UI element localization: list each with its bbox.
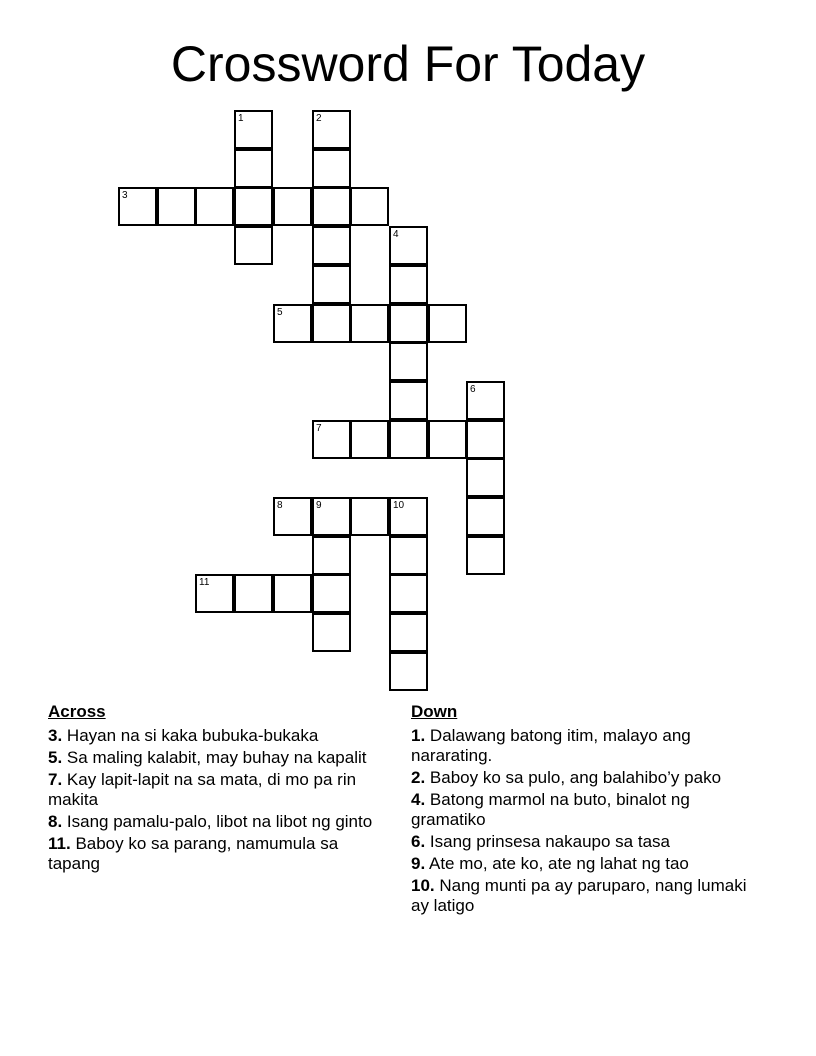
- across-clue: [48, 748, 393, 768]
- grid-cell[interactable]: [234, 226, 273, 265]
- clue-number: 7.: [48, 770, 63, 789]
- grid-cell[interactable]: [389, 265, 428, 304]
- cell-number: 3: [122, 190, 128, 201]
- clue-text: Isang pamalu-palo, libot na libot ng ginto: [66, 812, 373, 831]
- clue-number: 9.: [411, 854, 426, 873]
- across-clue: [48, 834, 393, 874]
- puzzle-title: Crossword For Today: [170, 36, 646, 92]
- grid-cell[interactable]: [312, 613, 351, 652]
- grid-cell[interactable]: [312, 187, 351, 226]
- cell-number: 11: [199, 577, 210, 588]
- grid-cell[interactable]: [466, 536, 505, 575]
- grid-cell[interactable]: [466, 458, 505, 497]
- grid-cell[interactable]: [389, 420, 428, 459]
- clue-text: Baboy ko sa parang, namumula sa tapang: [48, 834, 339, 873]
- grid-cell[interactable]: [389, 342, 428, 381]
- down-clue: [411, 876, 756, 916]
- across-clue-list: [48, 726, 393, 874]
- down-clue: [411, 854, 756, 874]
- clue-text: Nang munti pa ay paruparo, nang lumaki ay latigo: [411, 876, 747, 915]
- grid-cell[interactable]: [312, 536, 351, 575]
- clue-text: Batong marmol na buto, binalot ng gramatiko: [411, 790, 690, 829]
- clue-number: 3.: [48, 726, 63, 745]
- grid-cell[interactable]: [312, 149, 351, 188]
- down-clues: [411, 702, 756, 918]
- grid-cell[interactable]: [234, 149, 273, 188]
- across-heading: Across: [48, 702, 106, 721]
- clue-number: 6.: [411, 832, 426, 851]
- grid-cell[interactable]: [157, 187, 196, 226]
- grid-cell[interactable]: [428, 420, 467, 459]
- cell-number: 5: [277, 307, 283, 318]
- cell-number: 1: [238, 113, 244, 124]
- grid-cell[interactable]: [389, 652, 428, 691]
- clue-text: Baboy ko sa pulo, ang balahibo’y pako: [429, 768, 722, 787]
- across-clue: [48, 726, 393, 746]
- across-clue: [48, 812, 393, 832]
- grid-cell[interactable]: [389, 304, 428, 343]
- grid-cell[interactable]: [389, 226, 428, 265]
- grid-cell[interactable]: [273, 304, 312, 343]
- grid-cell[interactable]: [312, 110, 351, 149]
- clue-text: Isang prinsesa nakaupo sa tasa: [429, 832, 670, 851]
- grid-cell[interactable]: [389, 497, 428, 536]
- grid-cell[interactable]: [350, 187, 389, 226]
- down-heading: Down: [411, 702, 458, 721]
- clue-text: Dalawang batong itim, malayo ang nararating.: [411, 726, 691, 765]
- grid-cell[interactable]: [234, 187, 273, 226]
- grid-cell[interactable]: [195, 574, 234, 613]
- grid-cell[interactable]: [312, 226, 351, 265]
- cell-number: 10: [393, 500, 405, 511]
- grid-cell[interactable]: [389, 613, 428, 652]
- grid-cell[interactable]: [234, 574, 273, 613]
- grid-cell[interactable]: [273, 187, 312, 226]
- clue-number: 1.: [411, 726, 426, 745]
- cell-number: 7: [316, 423, 322, 434]
- grid-cell[interactable]: [350, 304, 389, 343]
- grid-cell[interactable]: [350, 497, 389, 536]
- grid-cell[interactable]: [466, 420, 505, 459]
- grid-cell[interactable]: [118, 187, 157, 226]
- grid-cell[interactable]: [312, 304, 351, 343]
- clue-number: 4.: [411, 790, 426, 809]
- grid-cell[interactable]: [273, 574, 312, 613]
- grid-cell[interactable]: [389, 574, 428, 613]
- grid-cell[interactable]: [273, 497, 312, 536]
- grid-cell[interactable]: [466, 497, 505, 536]
- grid-cell[interactable]: [195, 187, 234, 226]
- cell-number: 6: [470, 384, 476, 395]
- down-clue: [411, 790, 756, 830]
- cell-number: 8: [277, 500, 283, 511]
- grid-cell[interactable]: [466, 381, 505, 420]
- grid-cell[interactable]: [428, 304, 467, 343]
- cell-number: 2: [316, 113, 322, 124]
- grid-cell[interactable]: [234, 110, 273, 149]
- grid-cell[interactable]: [312, 265, 351, 304]
- cell-number: 9: [316, 500, 322, 511]
- grid-cell[interactable]: [312, 574, 351, 613]
- across-clue: [48, 770, 393, 810]
- grid-cell[interactable]: [350, 420, 389, 459]
- down-clue: [411, 768, 756, 788]
- clue-number: 8.: [48, 812, 63, 831]
- cell-number: 4: [393, 229, 399, 240]
- clue-number: 10.: [411, 876, 435, 895]
- clue-number: 2.: [411, 768, 426, 787]
- down-clue: [411, 832, 756, 852]
- clue-text: Hayan na si kaka bubuka-bukaka: [66, 726, 319, 745]
- clue-text: Ate mo, ate ko, ate ng lahat ng tao: [428, 854, 689, 873]
- clue-text: Sa maling kalabit, may buhay na kapalit: [66, 748, 367, 767]
- down-clue-list: [411, 726, 756, 916]
- grid-cell[interactable]: [389, 381, 428, 420]
- clue-text: Kay lapit-lapit na sa mata, di mo pa rin makita: [48, 770, 357, 809]
- grid-cell[interactable]: [312, 420, 351, 459]
- clue-number: 5.: [48, 748, 63, 767]
- across-clues: [48, 702, 393, 876]
- grid-cell[interactable]: [312, 497, 351, 536]
- clue-number: 11.: [48, 834, 71, 853]
- grid-cell[interactable]: [389, 536, 428, 575]
- down-clue: [411, 726, 756, 766]
